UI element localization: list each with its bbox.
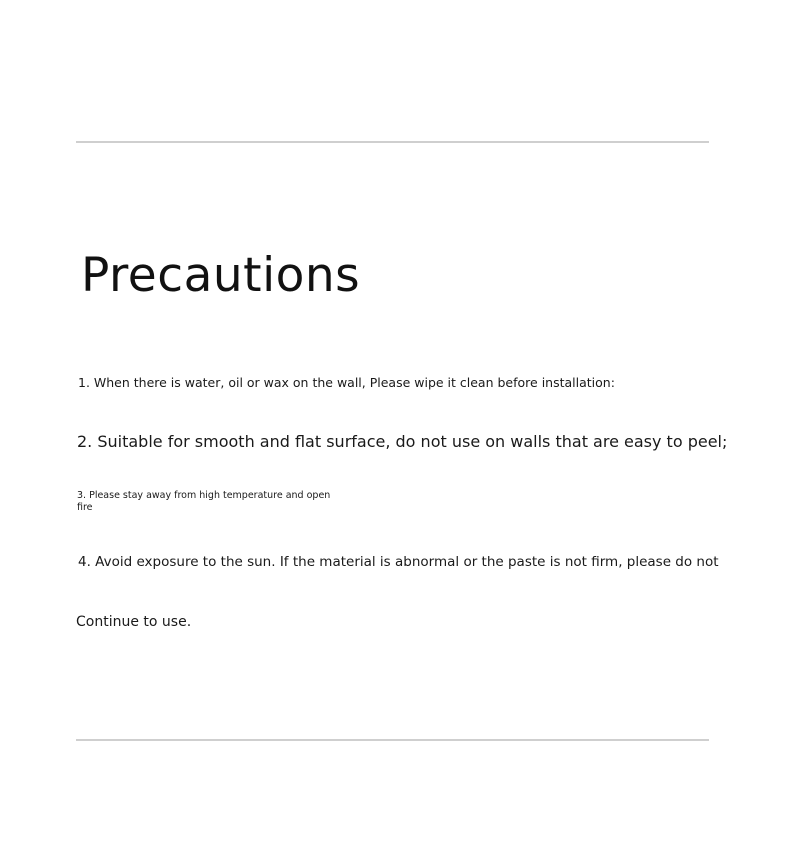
precaution-item-4-continuation: Continue to use. xyxy=(76,614,192,630)
page-title: Precautions xyxy=(81,248,361,303)
precaution-item-1: 1. When there is water, oil or wax on the wall, Please wipe it clean before installation: xyxy=(78,375,615,390)
precaution-item-3: 3. Please stay away from high temperature and open fire xyxy=(77,490,331,513)
precaution-item-2: 2. Suitable for smooth and flat surface, do not use on walls that are easy to peel; xyxy=(77,432,728,451)
bottom-divider xyxy=(76,739,709,741)
top-divider xyxy=(76,141,709,143)
precaution-item-4: 4. Avoid exposure to the sun. If the material is abnormal or the paste is not firm, please do not xyxy=(78,554,719,570)
